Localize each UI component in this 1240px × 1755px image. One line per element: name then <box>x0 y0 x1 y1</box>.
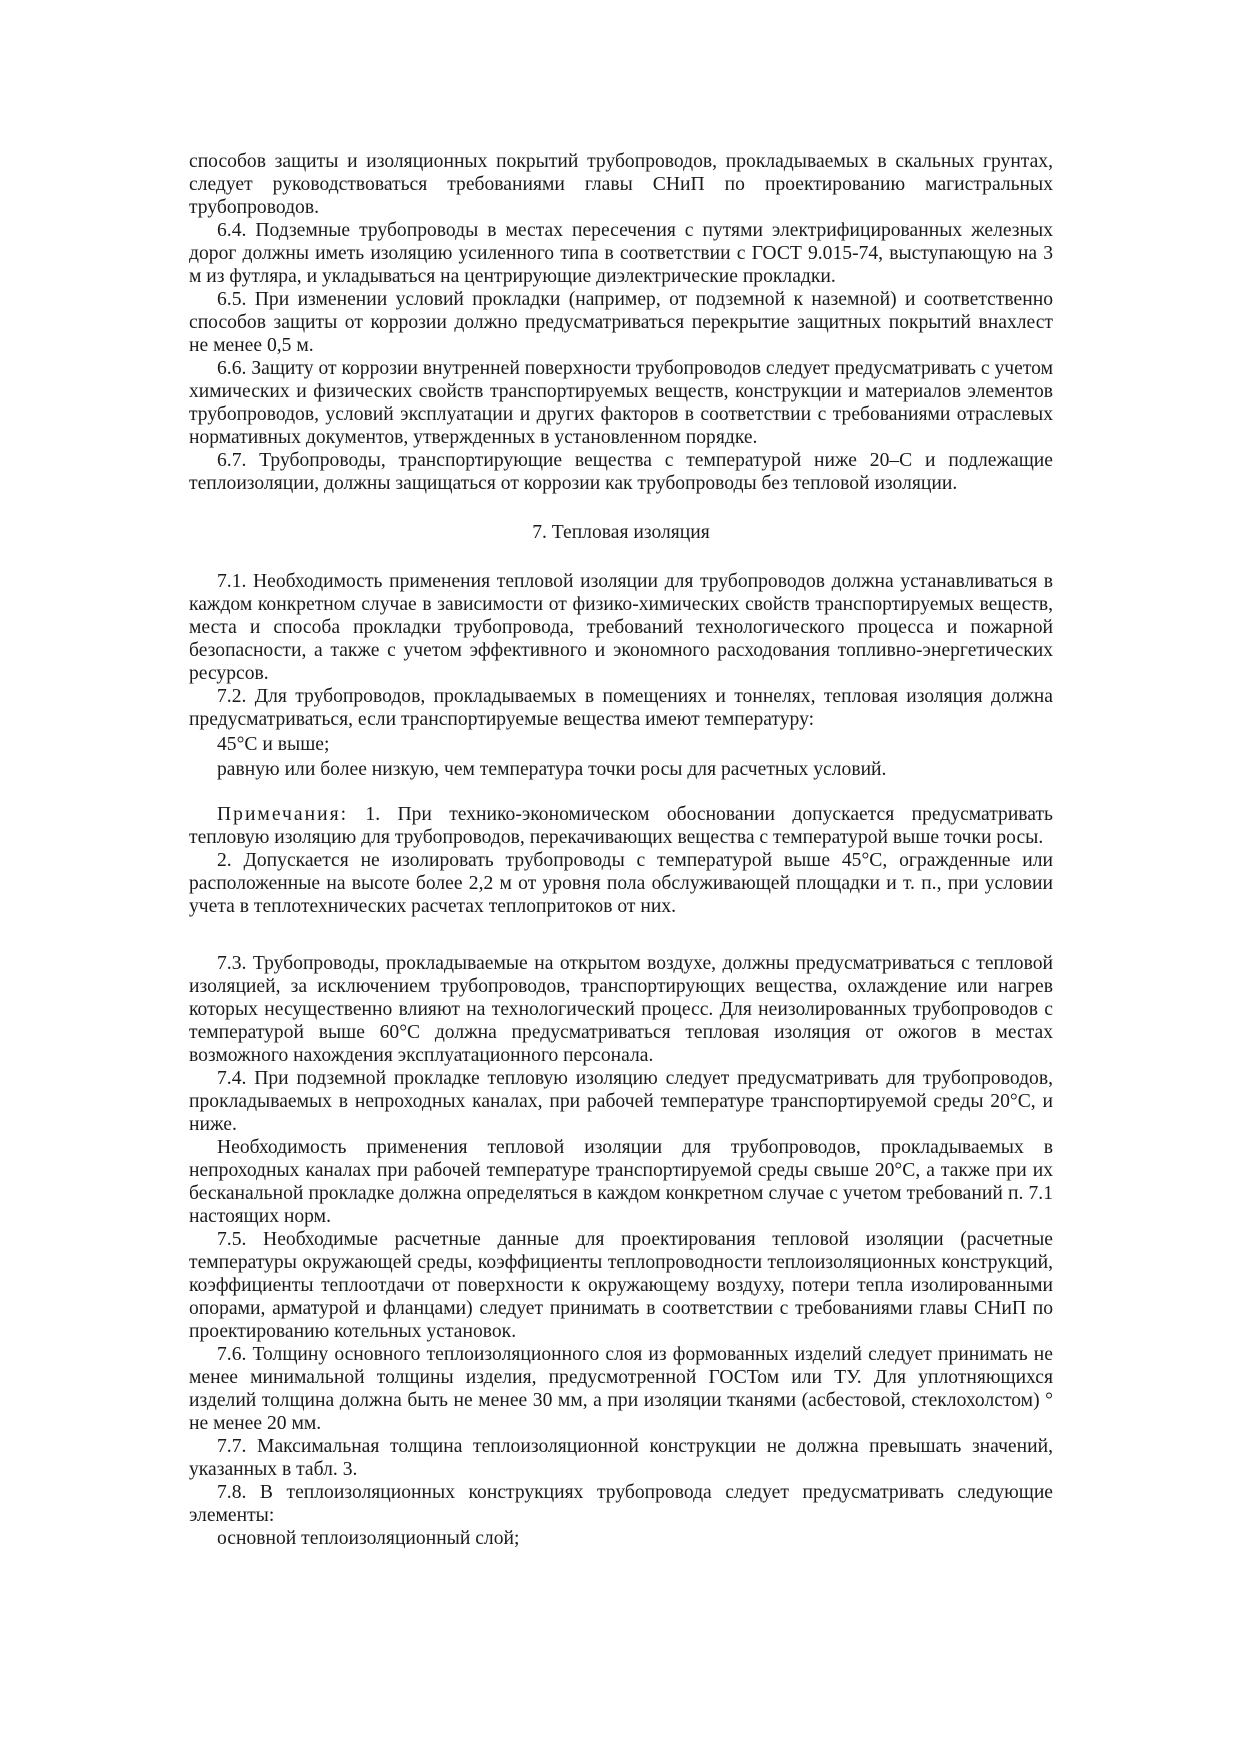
document-page <box>189 150 1053 1550</box>
paragraph-7-6: 7.6. Толщину основного теплоизоляционного слоя из формованных изделий следует принимать не менее минимальной толщины изделия, предусмотренной ГОСТом или ТУ. Для уплотняющихся изделий толщина должна быть не менее 30 мм, а при изоляции тканями (асбестовой, стеклохолстом) ° не менее 20 мм. <box>189 1344 1053 1434</box>
notes-label: Примечания: <box>217 804 349 825</box>
paragraph-6-6: 6.6. Защиту от коррозии внутренней поверхности трубопроводов следует предусматривать с учетом химических и физических свойств транспортируемых веществ, конструкции и материалов элементов трубопроводов, условий эксплуатации и других факторов в соответствии с требованиями отраслевых нормативных документов, утвержденных в установленном порядке. <box>189 358 1053 448</box>
paragraph-7-3: 7.3. Трубопроводы, прокладываемые на открытом воздухе, должны предусматриваться с тепловой изоляцией, за исключением трубопроводов, транспортирующих вещества, охлаждение или нагрев которых несущественно влияют на технологический процесс. Для неизолированных трубопроводов с температурой выше 60°С должна предусматриваться тепловая изоляция от ожогов в местах возможного нахождения эксплуатационного персонала. <box>189 953 1053 1066</box>
paragraph-6-5: 6.5. При изменении условий прокладки (например, от подземной к наземной) и соответственно способов защиты от коррозии должно предусматриваться перекрытие защитных покрытий внахлест не менее 0,5 м. <box>189 289 1053 356</box>
paragraph-7-7: 7.7. Максимальная толщина теплоизоляционной конструкции не должна превышать значений, указанных в табл. 3. <box>189 1436 1053 1480</box>
list-item-7-2-a: 45°С и выше; <box>217 734 330 755</box>
paragraph-6-4: 6.4. Подземные трубопроводы в местах пересечения с путями электрифицированных железных дорог должны иметь изоляцию усиленного типа в соответствии с ГОСТ 9.015-74, выступающую на 3 м из футляра, и укладываться на центрирующие диэлектрические прокладки. <box>189 220 1053 287</box>
paragraph-6-7: 6.7. Трубопроводы, транспортирующие вещества с температурой ниже 20–С и подлежащие теплоизоляции, должны защищаться от коррозии как трубопроводы без тепловой изоляции. <box>189 450 1053 494</box>
note-1-text: 1. При технико-экономическом обосновании допускается предусматривать тепловую изоляцию для трубопроводов, перекачивающих вещества с температурой выше точки росы. <box>189 804 1053 848</box>
paragraph-7-4: 7.4. При подземной прокладке тепловую изоляцию следует предусматривать для трубопроводов, прокладываемых в непроходных каналах, при рабочей температуре транспортируемой среды 20°С, и ниже. <box>189 1068 1053 1135</box>
list-item-7-2-b: равную или более низкую, чем температура точки росы для расчетных условий. <box>217 759 887 780</box>
note-2: 2. Допускается не изолировать трубопроводы с температурой выше 45°С, огражденные или расположенные на высоте более 2,2 м от уровня пола обслуживающей площадки и т. п., при условии учета в теплотехнических расчетах теплопритоков от них. <box>189 850 1053 917</box>
section-heading: 7. Тепловая изоляция <box>532 522 710 543</box>
list-item-7-8-a: основной теплоизоляционный слой; <box>217 1528 520 1549</box>
paragraph-7-4-b: Необходимость применения тепловой изоляции для трубопроводов, прокладываемых в непроходных каналах при рабочей температуре транспортируемой среды свыше 20°С, а также при их бесканальной прокладке должна определяться в каждом конкретном случае с учетом требований п. 7.1 настоящих норм. <box>189 1137 1053 1227</box>
paragraph-7-1: 7.1. Необходимость применения тепловой изоляции для трубопроводов должна устанавливаться в каждом конкретном случае в зависимости от физико-химических свойств транспортируемых веществ, места и способа прокладки трубопровода, требований технологического процесса и пожарной безопасности, а также с учетом эффективного и экономного расходования топливно-энергетических ресурсов. <box>189 571 1053 684</box>
paragraph-continuation: способов защиты и изоляционных покрытий трубопроводов, прокладываемых в скальных грунтах, следует руководствоваться требованиями главы СНиП по проектированию магистральных трубопроводов. <box>189 151 1053 218</box>
paragraph-7-8: 7.8. В теплоизоляционных конструкциях трубопровода следует предусматривать следующие элементы: <box>189 1482 1053 1526</box>
note-1 <box>189 803 1053 849</box>
paragraph-7-2: 7.2. Для трубопроводов, прокладываемых в помещениях и тоннелях, тепловая изоляция должна предусматриваться, если транспортируемые вещества имеют температуру: <box>189 686 1053 730</box>
paragraph-7-5: 7.5. Необходимые расчетные данные для проектирования тепловой изоляции (расчетные температуры окружающей среды, коэффициенты теплопроводности теплоизоляционных конструкций, коэффициенты теплоотдачи от поверхности к окружающему воздуху, потери тепла изолированными опорами, арматурой и фланцами) следует принимать в соответствии с требованиями главы СНиП по проектированию котельных установок. <box>189 1229 1053 1342</box>
